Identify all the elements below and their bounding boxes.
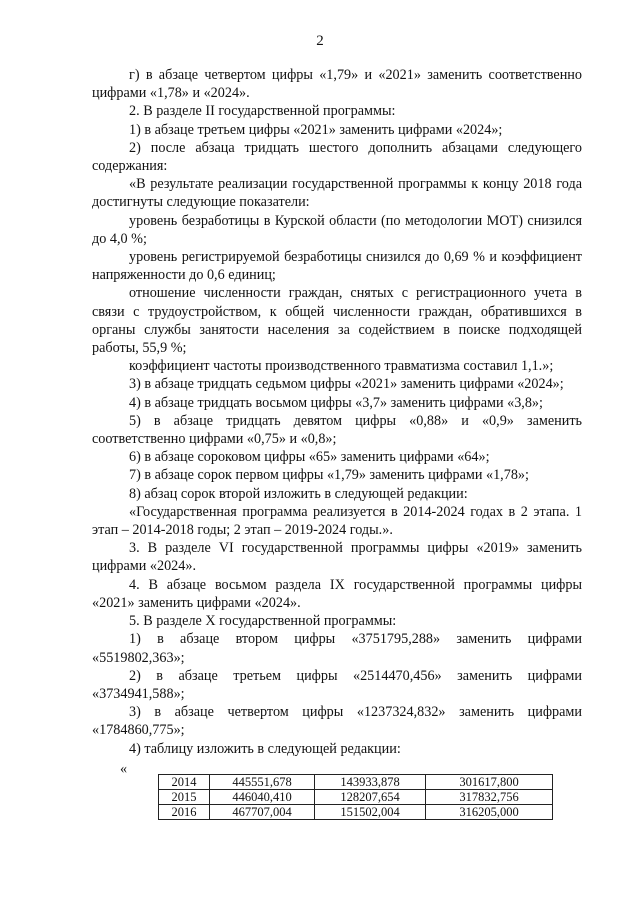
paragraph: 5. В разделе X государственной программы: [129, 613, 397, 630]
paragraph: 3) в абзаце тридцать седьмом цифры «2021» заменить цифрами «2024»; [129, 376, 564, 393]
paragraph: 3) в абзаце четвертом цифры «1237324,832» заменить цифрами «1784860,775»; [92, 704, 582, 739]
table-cell: 151502,004 [315, 805, 426, 820]
table-cell: 128207,654 [315, 790, 426, 805]
budget-table [158, 774, 553, 820]
table-cell: 316205,000 [426, 805, 553, 820]
paragraph: уровень безработицы в Курской области (по методологии МОТ) снизился до 4,0 %; [92, 212, 582, 247]
table-cell: 467707,004 [210, 805, 315, 820]
paragraph: 4) в абзаце тридцать восьмом цифры «3,7» заменить цифрами «3,8»; [129, 394, 543, 411]
paragraph: уровень регистрируемой безработицы снизился до 0,69 % и коэффициент напряженности до 0,6 единиц; [92, 249, 582, 284]
paragraph: 6) в абзаце сороковом цифры «65» заменить цифрами «64»; [129, 449, 490, 466]
paragraph: 5) в абзаце тридцать девятом цифры «0,88» и «0,9» заменить соответственно цифрами «0,75» и «0,8»; [92, 412, 582, 448]
table-cell: 2016 [159, 805, 210, 820]
table-cell: 446040,410 [210, 790, 315, 805]
opening-quote-mark: « [120, 760, 128, 777]
paragraph: 4. В абзаце восьмом раздела IX государственной программы цифры «2021» заменить цифрами «2024». [92, 576, 582, 611]
table-cell: 2014 [159, 775, 210, 790]
paragraph: «Государственная программа реализуется в 2014-2024 годах в 2 этапа. 1 этап – 2014-2018 годы; 2 этап – 2019-2024 годы.». [92, 503, 582, 539]
table-cell: 143933,878 [315, 775, 426, 790]
table-row [159, 790, 553, 805]
paragraph: 2) после абзаца тридцать шестого дополнить абзацами следующего содержания: [92, 139, 582, 175]
paragraph: 4) таблицу изложить в следующей редакции: [129, 740, 401, 757]
paragraph: 2. В разделе II государственной программы: [129, 103, 396, 120]
paragraph: «В результате реализации государственной программы к концу 2018 года достигнуты следующие показатели: [92, 176, 582, 211]
paragraph: 1) в абзаце третьем цифры «2021» заменить цифрами «2024»; [129, 121, 503, 138]
paragraph: 3. В разделе VI государственной программы цифры «2019» заменить цифрами «2024». [92, 540, 582, 575]
paragraph: 2) в абзаце третьем цифры «2514470,456» заменить цифрами «3734941,588»; [92, 667, 582, 702]
paragraph: г) в абзаце четвертом цифры «1,79» и «2021» заменить соответственно цифрами «1,78» и «2024». [92, 67, 582, 102]
table-cell: 301617,800 [426, 775, 553, 790]
table-row [159, 775, 553, 790]
table-cell: 2015 [159, 790, 210, 805]
paragraph: 8) абзац сорок второй изложить в следующей редакции: [129, 485, 468, 502]
table-cell: 317832,756 [426, 790, 553, 805]
document-body [92, 66, 582, 780]
paragraph: отношение численности граждан, снятых с регистрационного учета в связи с трудоустройством, к общей численности граждан, обратившихся в органы службы занятости населения за содействием в поиске подходящей работы, 55,9 %; [92, 285, 582, 357]
table-cell: 445551,678 [210, 775, 315, 790]
paragraph: 7) в абзаце сорок первом цифры «1,79» заменить цифрами «1,78»; [129, 467, 529, 484]
paragraph: 1) в абзаце втором цифры «3751795,288» заменить цифрами «5519802,363»; [92, 631, 582, 666]
table-row [159, 805, 553, 820]
paragraph: коэффициент частоты производственного травматизма составил 1,1.»; [129, 358, 554, 375]
page-number: 2 [316, 33, 324, 49]
